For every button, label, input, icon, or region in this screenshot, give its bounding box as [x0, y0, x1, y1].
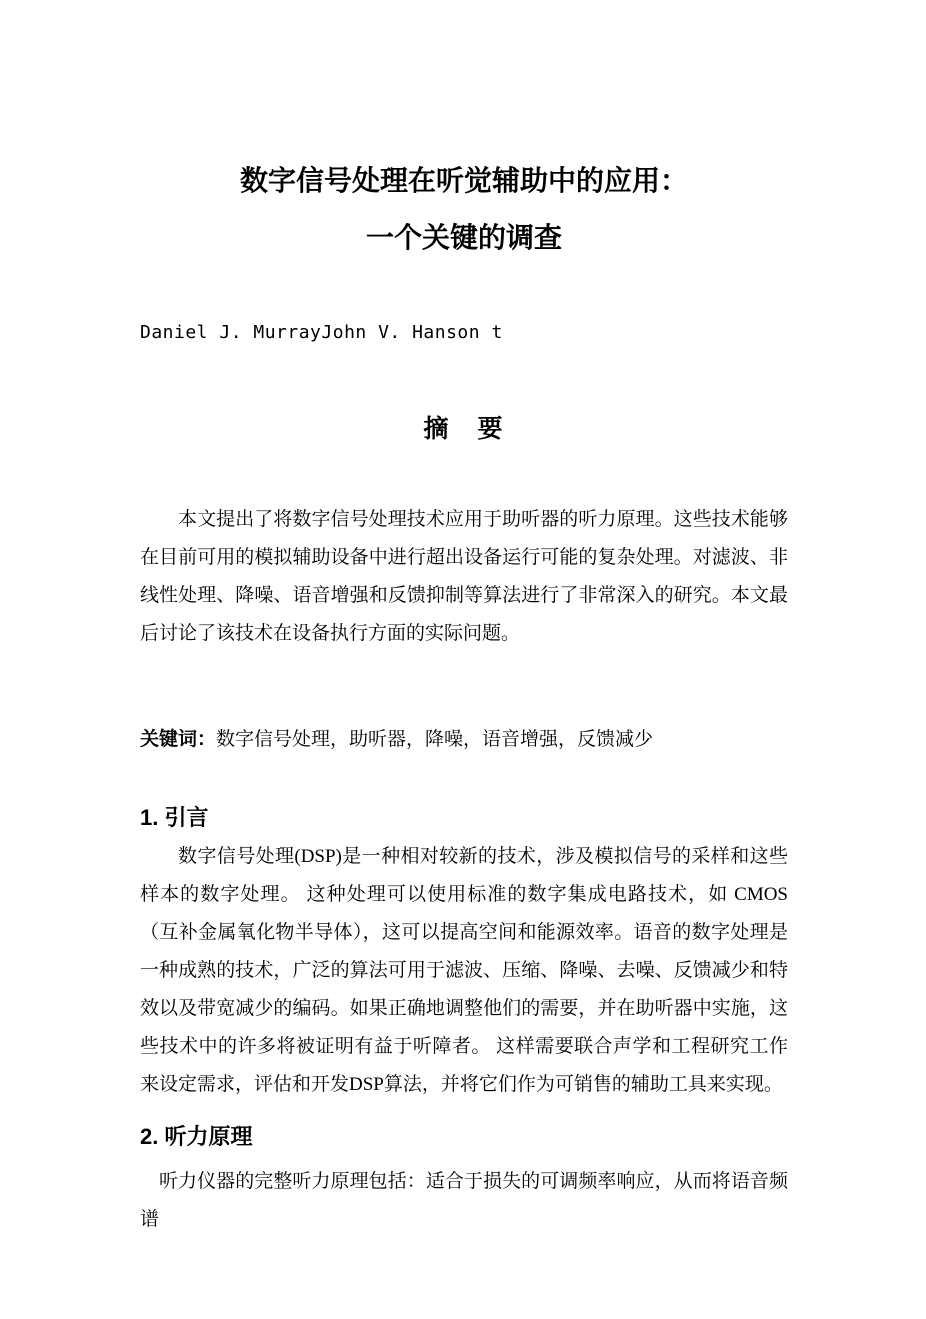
keywords-label: 关键词： [140, 729, 217, 750]
keywords-line [140, 725, 788, 755]
section-2-paragraph: 听力仪器的完整听力原理包括：适合于损失的可调频率响应，从而将语音频谱 [140, 1171, 788, 1230]
keywords-text: 数字信号处理，助听器，降噪，语音增强，反馈减少 [216, 729, 654, 750]
title-line-1: 数字信号处理在听觉辅助中的应用： [239, 165, 688, 196]
section-1-heading: 1. 引言 [140, 805, 209, 830]
title-line-2: 一个关键的调查 [365, 222, 562, 253]
section-1-paragraph: 数字信号处理(DSP)是一种相对较新的技术，涉及模拟信号的采样和这些样本的数字处理。 这种处理可以使用标准的数字集成电路技术，如 CMOS（互补金属氧化物半导体），这可以提高空间和能源效率。语音的数字处理是一种成熟的技术，广泛的算法可用于滤波、压缩、降噪、去噪、反馈减少和特效以及带宽减少的编码。如果正确地调整他们的需要，并在助听器中实施，这些技术中的许多将被证明有益于听障者。 这样需要联合声学和工程研究工作来设定需求，评估和开发DSP算法，并将它们作为可销售的辅助工具来实现。 [140, 846, 788, 1095]
document-title [140, 152, 788, 266]
authors-line: Daniel J. MurrayJohn V. Hanson t [140, 322, 503, 343]
abstract-paragraph: 本文提出了将数字信号处理技术应用于助听器的听力原理。这些技术能够在目前可用的模拟辅助设备中进行超出设备运行可能的复杂处理。对滤波、非线性处理、降噪、语音增强和反馈抑制等算法进行了非常深入的研究。本文最后讨论了该技术在设备执行方面的实际问题。 [140, 509, 788, 644]
section-2-heading: 2. 听力原理 [140, 1124, 253, 1149]
abstract-heading: 摘 要 [423, 415, 505, 443]
